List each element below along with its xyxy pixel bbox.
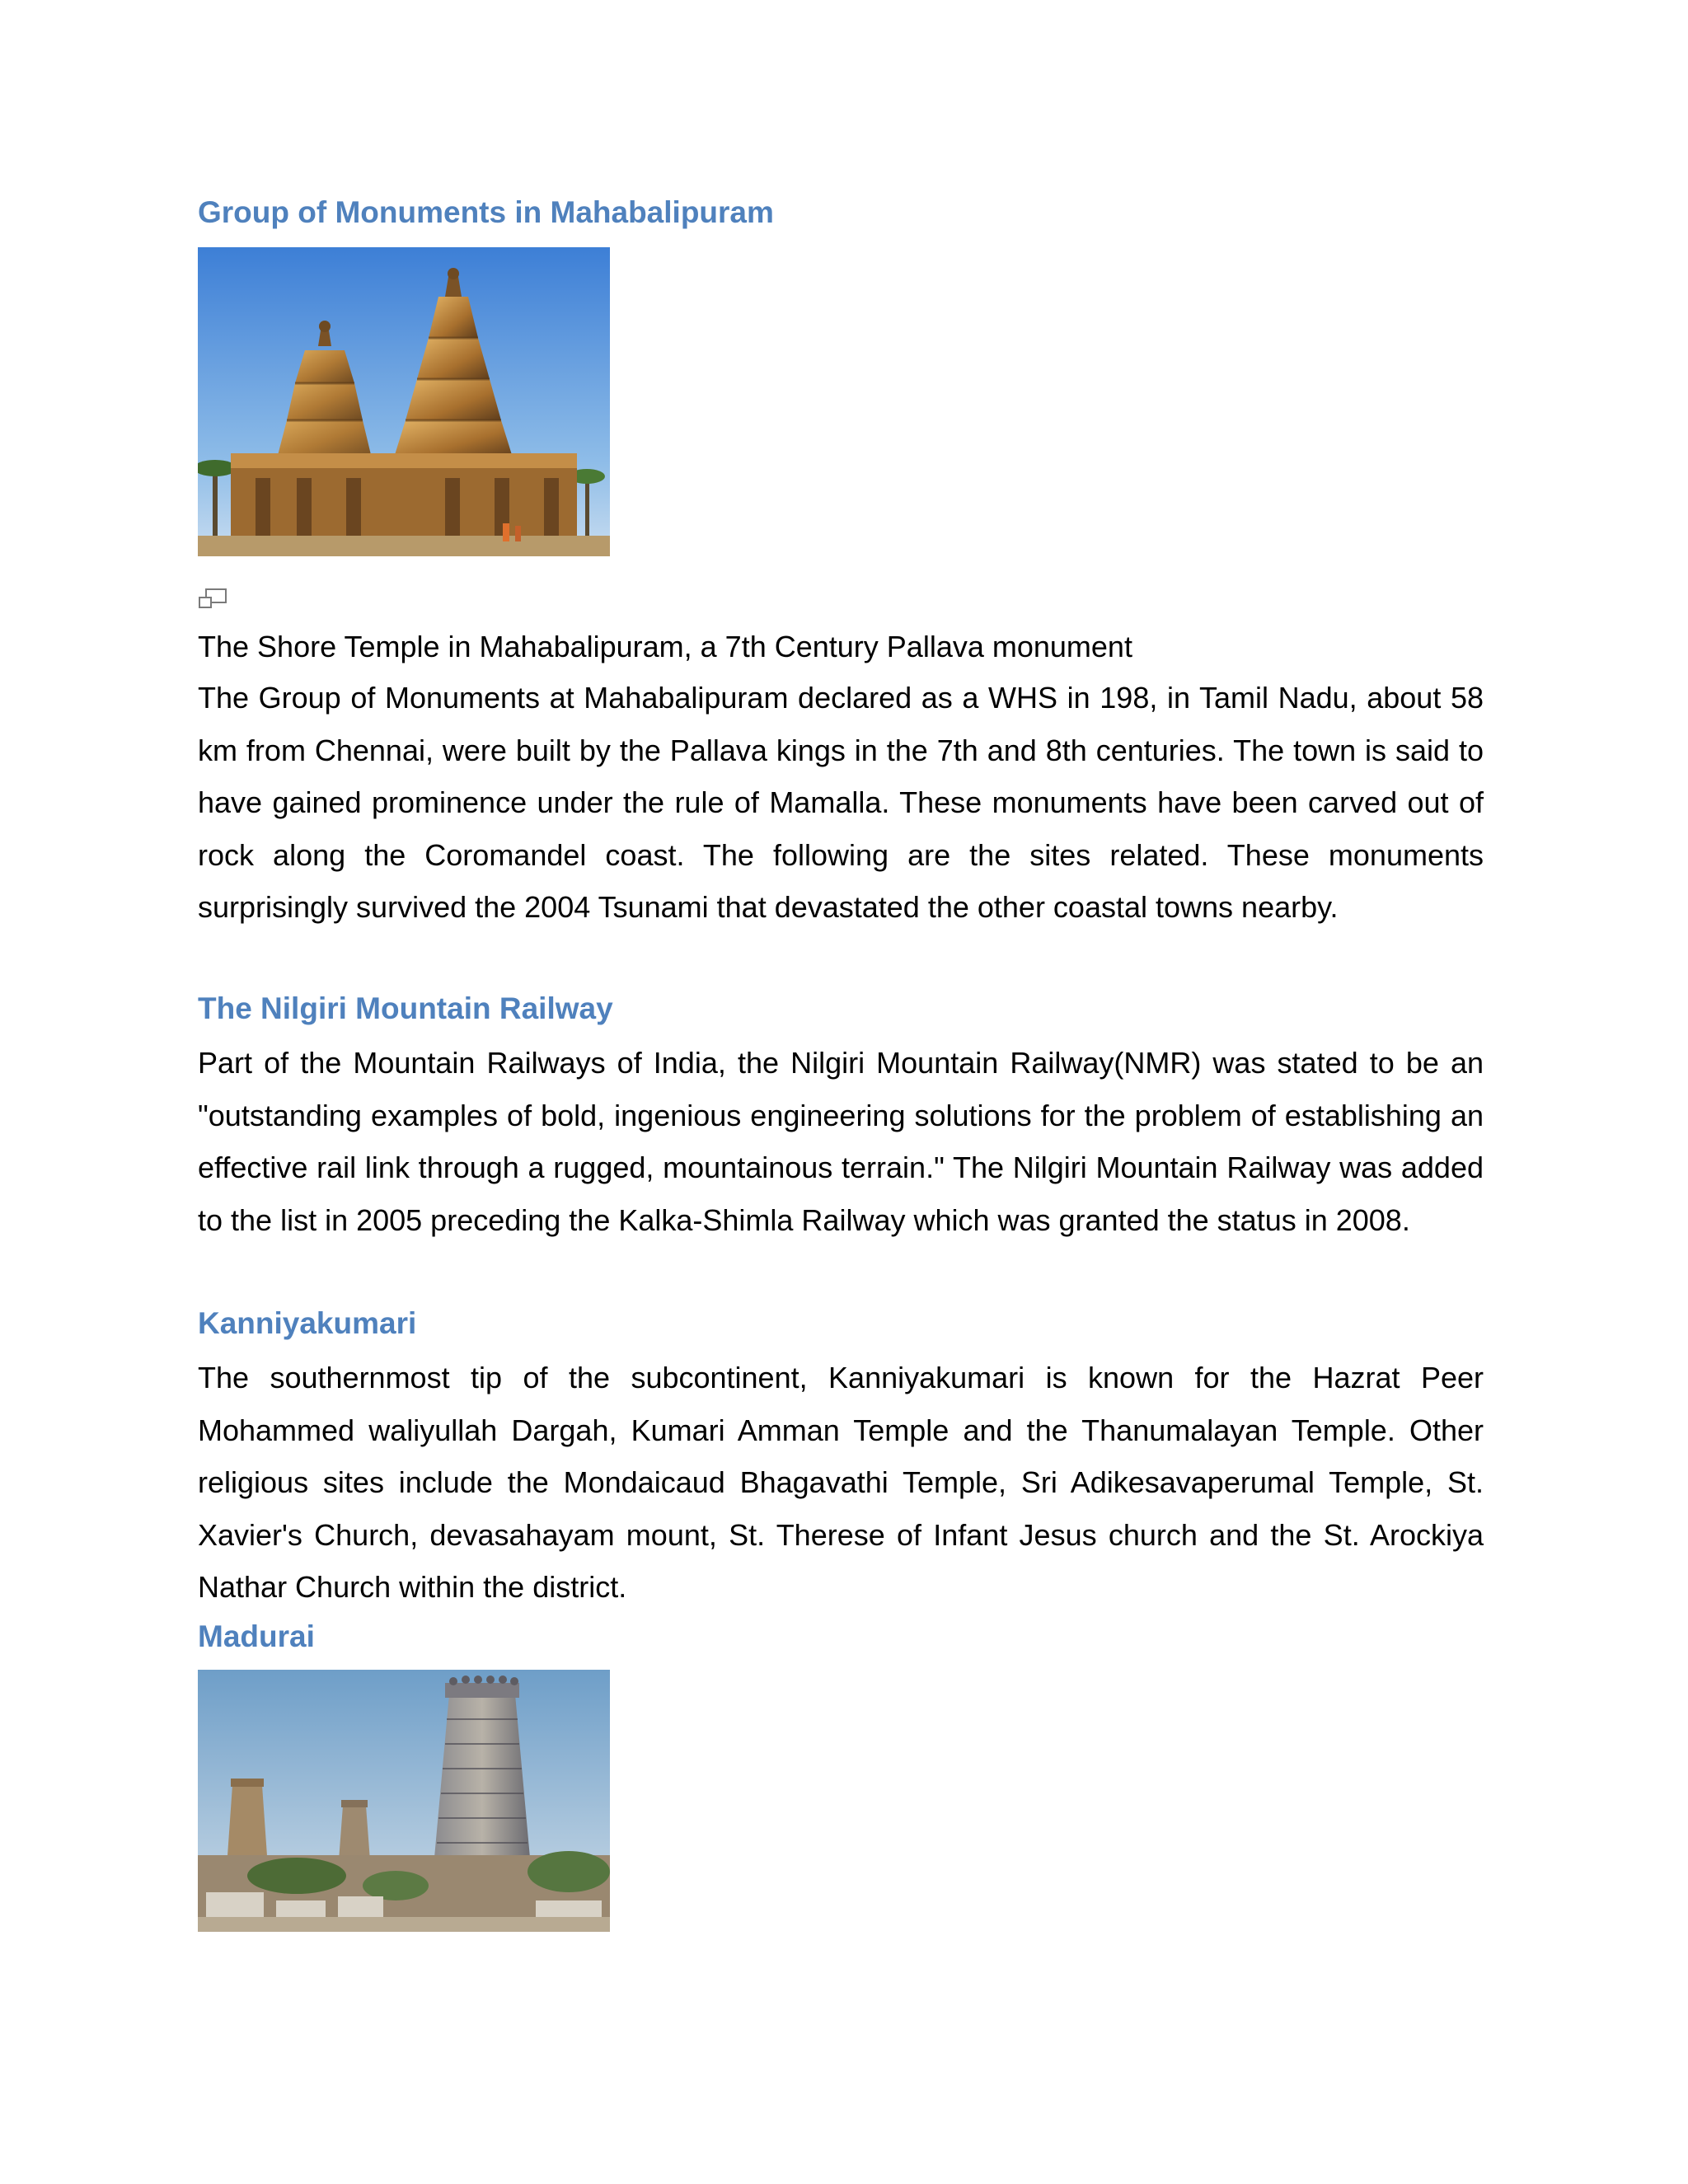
heading-nilgiri: The Nilgiri Mountain Railway: [198, 991, 613, 1025]
heading-kanniyakumari: Kanniyakumari: [198, 1306, 417, 1340]
paragraph-nilgiri: Part of the Mountain Railways of India, the Nilgiri Mountain Railway(NMR) was stated to be an "outstanding examples of bold, ingenious engineering solutions for the problem of establishing an effective rail link through a rugged, mountainous terrain." The Nilgiri Mountain Railway was added to the list in 2005 preceding the Kalka-Shimla Railway which was granted the status in 2008.: [198, 1046, 1484, 1237]
heading-madurai: Madurai: [198, 1619, 315, 1653]
image-caption-shore-temple: The Shore Temple in Mahabalipuram, a 7th Century Pallava monument: [198, 630, 1132, 663]
heading-mahabalipuram: Group of Monuments in Mahabalipuram: [198, 195, 774, 229]
enlarge-icon[interactable]: [198, 588, 227, 611]
paragraph-kanniyakumari: The southernmost tip of the subcontinent, Kanniyakumari is known for the Hazrat Peer Mohammed waliyullah Dargah, Kumari Amman Temple and the Thanumalayan Temple. Other religious sites include the Mondaicaud Bhagavathi Temple, Sri Adikesavaperumal Temple, St. Xavier's Church, devasahayam mount, St. Therese of Infant Jesus church and the St. Arockiya Nathar Church within the district.: [198, 1361, 1484, 1604]
paragraph-mahabalipuram: The Group of Monuments at Mahabalipuram declared as a WHS in 198, in Tamil Nadu, about 58 km from Chennai, were built by the Pallava kings in the 7th and 8th centuries. The town is said to have gained prominence under the rule of Mamalla. These monuments have been carved out of rock along the Coromandel coast. The following are the sites related. These monuments surprisingly survived the 2004 Tsunami that devastated the other coastal towns nearby.: [198, 681, 1484, 924]
shore-temple-photo: [198, 247, 610, 556]
madurai-temple-photo: [198, 1670, 610, 1932]
